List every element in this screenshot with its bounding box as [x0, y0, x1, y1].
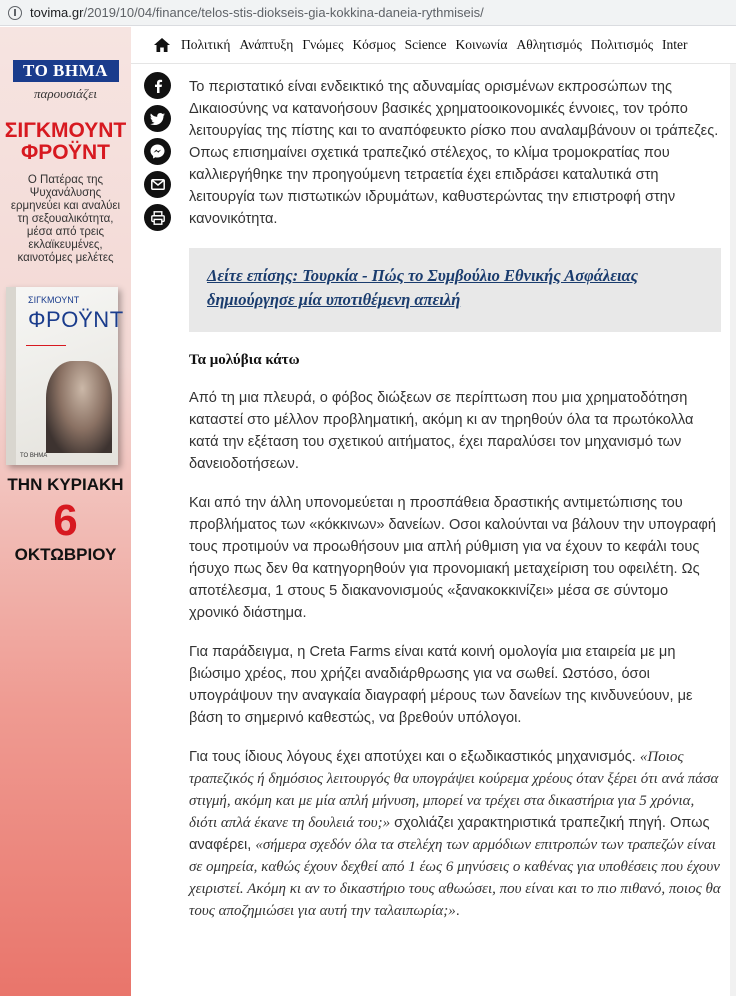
site-info-icon[interactable] — [8, 6, 22, 20]
nav-item-politismos[interactable]: Πολιτισμός — [590, 37, 654, 52]
email-icon[interactable] — [144, 171, 171, 198]
page-scrollbar[interactable] — [730, 64, 736, 996]
share-bar — [144, 72, 172, 237]
paragraph-end: . — [455, 903, 460, 919]
ad-logo: ΤΟ ΒΗΜΑ — [13, 60, 119, 82]
section-subheading: Τα μολύβια κάτω — [189, 352, 300, 368]
nav-item-science[interactable]: Science — [404, 37, 447, 52]
nav-item-koinonia[interactable]: Κοινωνία — [455, 37, 508, 52]
twitter-icon[interactable] — [144, 105, 171, 132]
url-host: tovima.gr — [30, 5, 84, 20]
top-navigation — [131, 27, 736, 64]
book-footer: ΤΟ ΒΗΜΑ — [20, 453, 48, 459]
ad-book-cover — [6, 287, 124, 465]
url-path: /2019/10/04/finance/telos-stis-diokseis-gia-kokkina-daneia-rythmiseis/ — [83, 5, 484, 20]
related-article-box — [189, 248, 721, 332]
book-spine — [6, 287, 16, 465]
ad-author-name — [0, 120, 131, 164]
article-paragraph: Το περιστατικό είναι ενδεικτικό της αδυναμίας ορισμένων εκπροσώπων της Δικαιοσύνης να κατανοήσουν βασικές χρηματοοικονομικές έννοιες, τον τρόπο λειτουργίας της πίστης και το αναπόφευκτο ρίσκο που αναλαμβάνουν οι τράπεζες. Οπως επισημαίνει σχετικά τραπεζικό στέλεχος, το κλίμα τρομοκρατίας που καλλιεργήθηκε την προηγούμενη τετραετία έχει επιδράσει καταλυτικά στη λειτουργία των πιστωτικών ιδρυμάτων, καθυστερώντας την επιστροφή στην κανονικότητα. — [189, 79, 719, 227]
nav-item-international[interactable]: Inter — [662, 37, 688, 52]
ad-date-number: 6 — [53, 496, 78, 545]
paragraph-intro: Για τους ίδιους λόγους έχει αποτύχει και ο εξωδικαστικός μηχανισμός. — [189, 749, 640, 765]
nav-item-athlitismos[interactable]: Αθλητισμός — [516, 37, 582, 52]
article-paragraph: Από τη μια πλευρά, ο φόβος διώξεων σε περίπτωση που μια χρηματοδότηση καταστεί στο μέλλον προβληματική, ακόμη κι αν τηρηθούν όλα τα πρωτόκολλα κατά την εξέταση του σχετικού αιτήματος, έχει παραλύσει τον μηχανισμό των δανειοδοτήσεων. — [189, 390, 694, 472]
nav-item-politiki[interactable]: Πολιτική — [181, 37, 231, 52]
nav-item-anaptyxi[interactable]: Ανάπτυξη — [239, 37, 294, 52]
article-paragraph: Για παράδειγμα, η Creta Farms είναι κατά κοινή ομολογία μια εταιρεία με μη βιώσιμο χρέος, που χρήζει αναδιάρθρωσης για να σωθεί. Ωστόσο, όσοι υπογράψουν την αναγκαία διαγραφή μέρους των δανείων της κινδυνεύουν, με βάση το σημερινό καθεστώς, να βρεθούν υπόλογοι. — [189, 644, 693, 726]
nav-item-gnomes[interactable]: Γνώμες — [302, 37, 344, 52]
ad-author-line1: ΣΙΓΚΜΟΥΝΤ — [4, 119, 127, 142]
related-article-link[interactable]: Δείτε επίσης: Τουρκία - Πώς το Συμβούλιο Εθνικής Ασφάλειας δημιούργησε μία υποτιθέμενη απειλή — [207, 266, 639, 309]
bank-source-quote: «σήμερα σχεδόν όλα τα στελέχη των αρμόδιων επιτροπών των τραπεζών είναι σε ομηρεία, καθώς έχουν δεχθεί από 1 έως 6 μηνύσεις ο καθένας για υποθέσεις που έχουν χειριστεί. Ακόμη κι αν το δικαστήριο τους αθωώσει, που είναι και το πιο πιθανό, ποιος θα τους αποζημιώσει για αυτή την ταλαιπωρία;» — [189, 837, 721, 919]
article-paragraph: Και από την άλλη υπονομεύεται η προσπάθεια δραστικής αντιμετώπισης του προβλήματος των «κόκκινων» δανείων. Οσοι καλούνται να βάλουν την υπογραφή τους προτιμούν να προωθήσουν μια απλή ρύθμιση για να έχουν το κεφάλι τους ήσυχο πως δεν θα κατηγορηθούν για προνομιακή μεταχείριση του οφειλέτη. Ως αποτέλεσμα, 1 στους 5 διακανονισμούς «ξανακοκκινίζει» μέσα σε σύντομο χρονικό διάστημα. — [189, 495, 716, 621]
nav-item-kosmos[interactable]: Κόσμος — [352, 37, 396, 52]
ad-author-line2: ΦΡΟΫΝΤ — [21, 141, 110, 164]
ad-month: ΟΚΤΩΒΡΙΟΥ — [14, 545, 117, 564]
messenger-icon[interactable] — [144, 138, 171, 165]
ad-description: Ο Πατέρας της Ψυχανάλυσης ερμηνεύει και αναλύει τη σεξουαλικότητα, μέσα από τρεις εκλαϊκευμένες, καινοτόμες μελέτες — [10, 174, 121, 264]
facebook-icon[interactable] — [144, 72, 171, 99]
side-advertisement[interactable] — [0, 27, 131, 996]
home-icon[interactable] — [154, 38, 170, 52]
bank-source-quote: «Ποιος τραπεζικός ή δημόσιος λειτουργός θα υπογράψει κούρεμα χρέους όταν ξέρει ότι ανά πάσα στιγμή, ακόμη και με μία απλή μήνυση, μπορεί να τρέχει στα δικαστήρια για 5 χρόνια, διότι απλά έκανε τη δουλειά του;» — [189, 749, 719, 831]
ad-presents: παρουσιάζει — [34, 86, 97, 101]
paragraph-connector: σχολιάζει χαρακτηριστικά τραπεζική πηγή. Οπως αναφέρει, — [189, 815, 710, 853]
article-body — [189, 76, 721, 939]
ad-day: ΤΗΝ ΚΥΡΙΑΚΗ — [7, 475, 124, 494]
print-icon[interactable] — [144, 204, 171, 231]
address-bar[interactable] — [0, 0, 736, 26]
article-paragraph-quote — [189, 746, 721, 922]
book-author-small: ΣΙΓΚΜΟΥΝΤ — [28, 295, 80, 305]
freud-portrait-image — [46, 361, 112, 453]
book-author-big: ΦΡΟΫΝΤ — [28, 307, 124, 332]
